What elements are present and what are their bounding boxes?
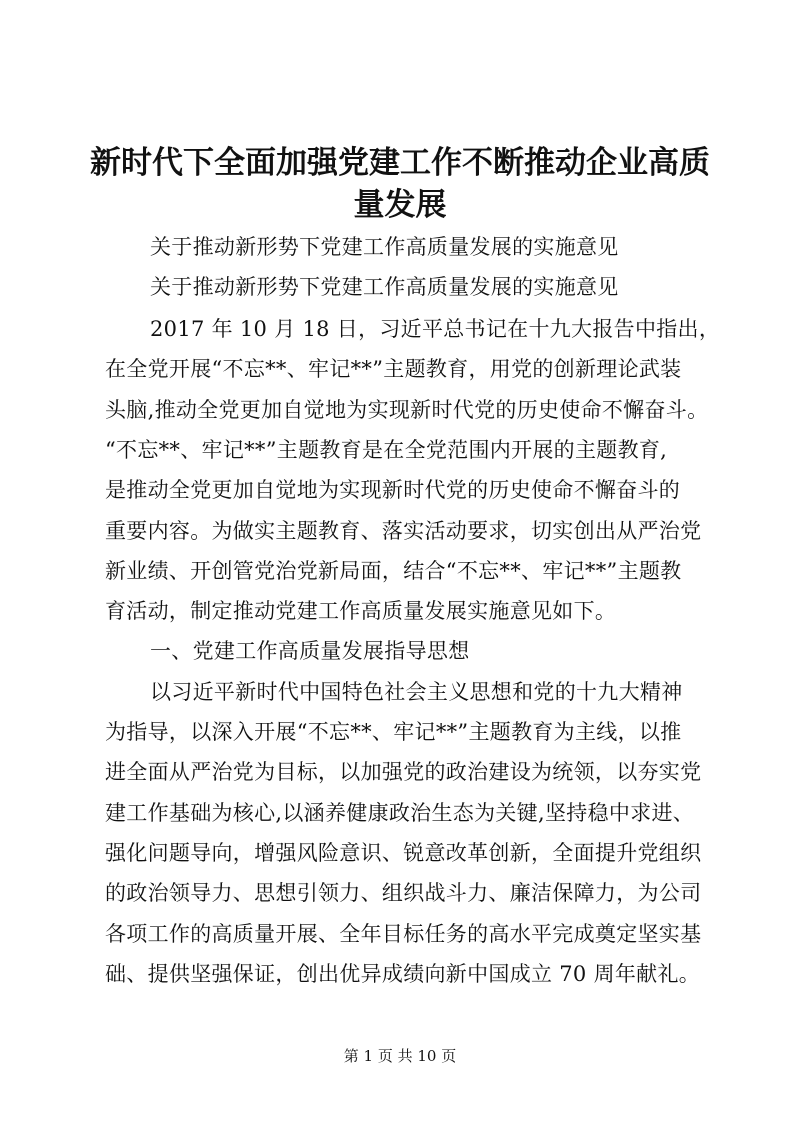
subtitle-1: 关于推动新形势下党建工作高质量发展的实施意见 <box>150 235 619 259</box>
paragraph-line: 重要内容。为做实主题教育、落实活动要求，切实创出从严治党 <box>105 519 702 543</box>
page-indicator: 第 1 页 共 10 页 <box>343 1047 457 1065</box>
paragraph-line: 各项工作的高质量开展、全年目标任务的高水平完成奠定坚实基 <box>105 922 702 946</box>
paragraph-line: 建工作基础为核心,以涵养健康政治生态为关键,坚持稳中求进、 <box>105 801 695 825</box>
paragraph-line: 2017 年 10 月 18 日，习近平总书记在十九大报告中指出， <box>150 317 721 341</box>
paragraph-line: 以习近平新时代中国特色社会主义思想和党的十九大精神 <box>150 680 683 704</box>
paragraph-line: 在全党开展“不忘**、牢记**”主题教育，用党的创新理论武装 <box>105 357 682 381</box>
paragraph-line: 是推动全党更加自觉地为实现新时代党的历史使命不懈奋斗的 <box>105 478 681 502</box>
document-title-line-2: 量发展 <box>353 187 447 223</box>
paragraph-line: 育活动，制定推动党建工作高质量发展实施意见如下。 <box>105 599 617 623</box>
section-heading: 一、党建工作高质量发展指导思想 <box>150 639 470 663</box>
paragraph-line: 头脑,推动全党更加自觉地为实现新时代党的历史使命不懈奋斗。 <box>105 398 709 422</box>
paragraph-line: “不忘**、牢记**”主题教育是在全党范围内开展的主题教育, <box>105 438 668 462</box>
paragraph-line: 强化问题导向，增强风险意识、锐意改革创新，全面提升党组织 <box>105 841 702 865</box>
paragraph-line: 为指导，以深入开展“不忘**、牢记**”主题教育为主线，以推 <box>105 720 682 744</box>
paragraph-line: 进全面从严治党为目标，以加强党的政治建设为统领，以夯实党 <box>105 760 702 784</box>
subtitle-2: 关于推动新形势下党建工作高质量发展的实施意见 <box>150 275 619 299</box>
paragraph-line: 础、提供坚强保证，创出优异成绩向新中国成立 70 周年献礼。 <box>105 962 701 986</box>
paragraph-line: 新业绩、开创管党治党新局面，结合“不忘**、牢记**”主题教 <box>105 559 682 583</box>
paragraph-line: 的政治领导力、思想引领力、组织战斗力、廉洁保障力，为公司 <box>105 881 702 905</box>
document-title-line-1: 新时代下全面加强党建工作不断推动企业高质 <box>90 145 710 181</box>
